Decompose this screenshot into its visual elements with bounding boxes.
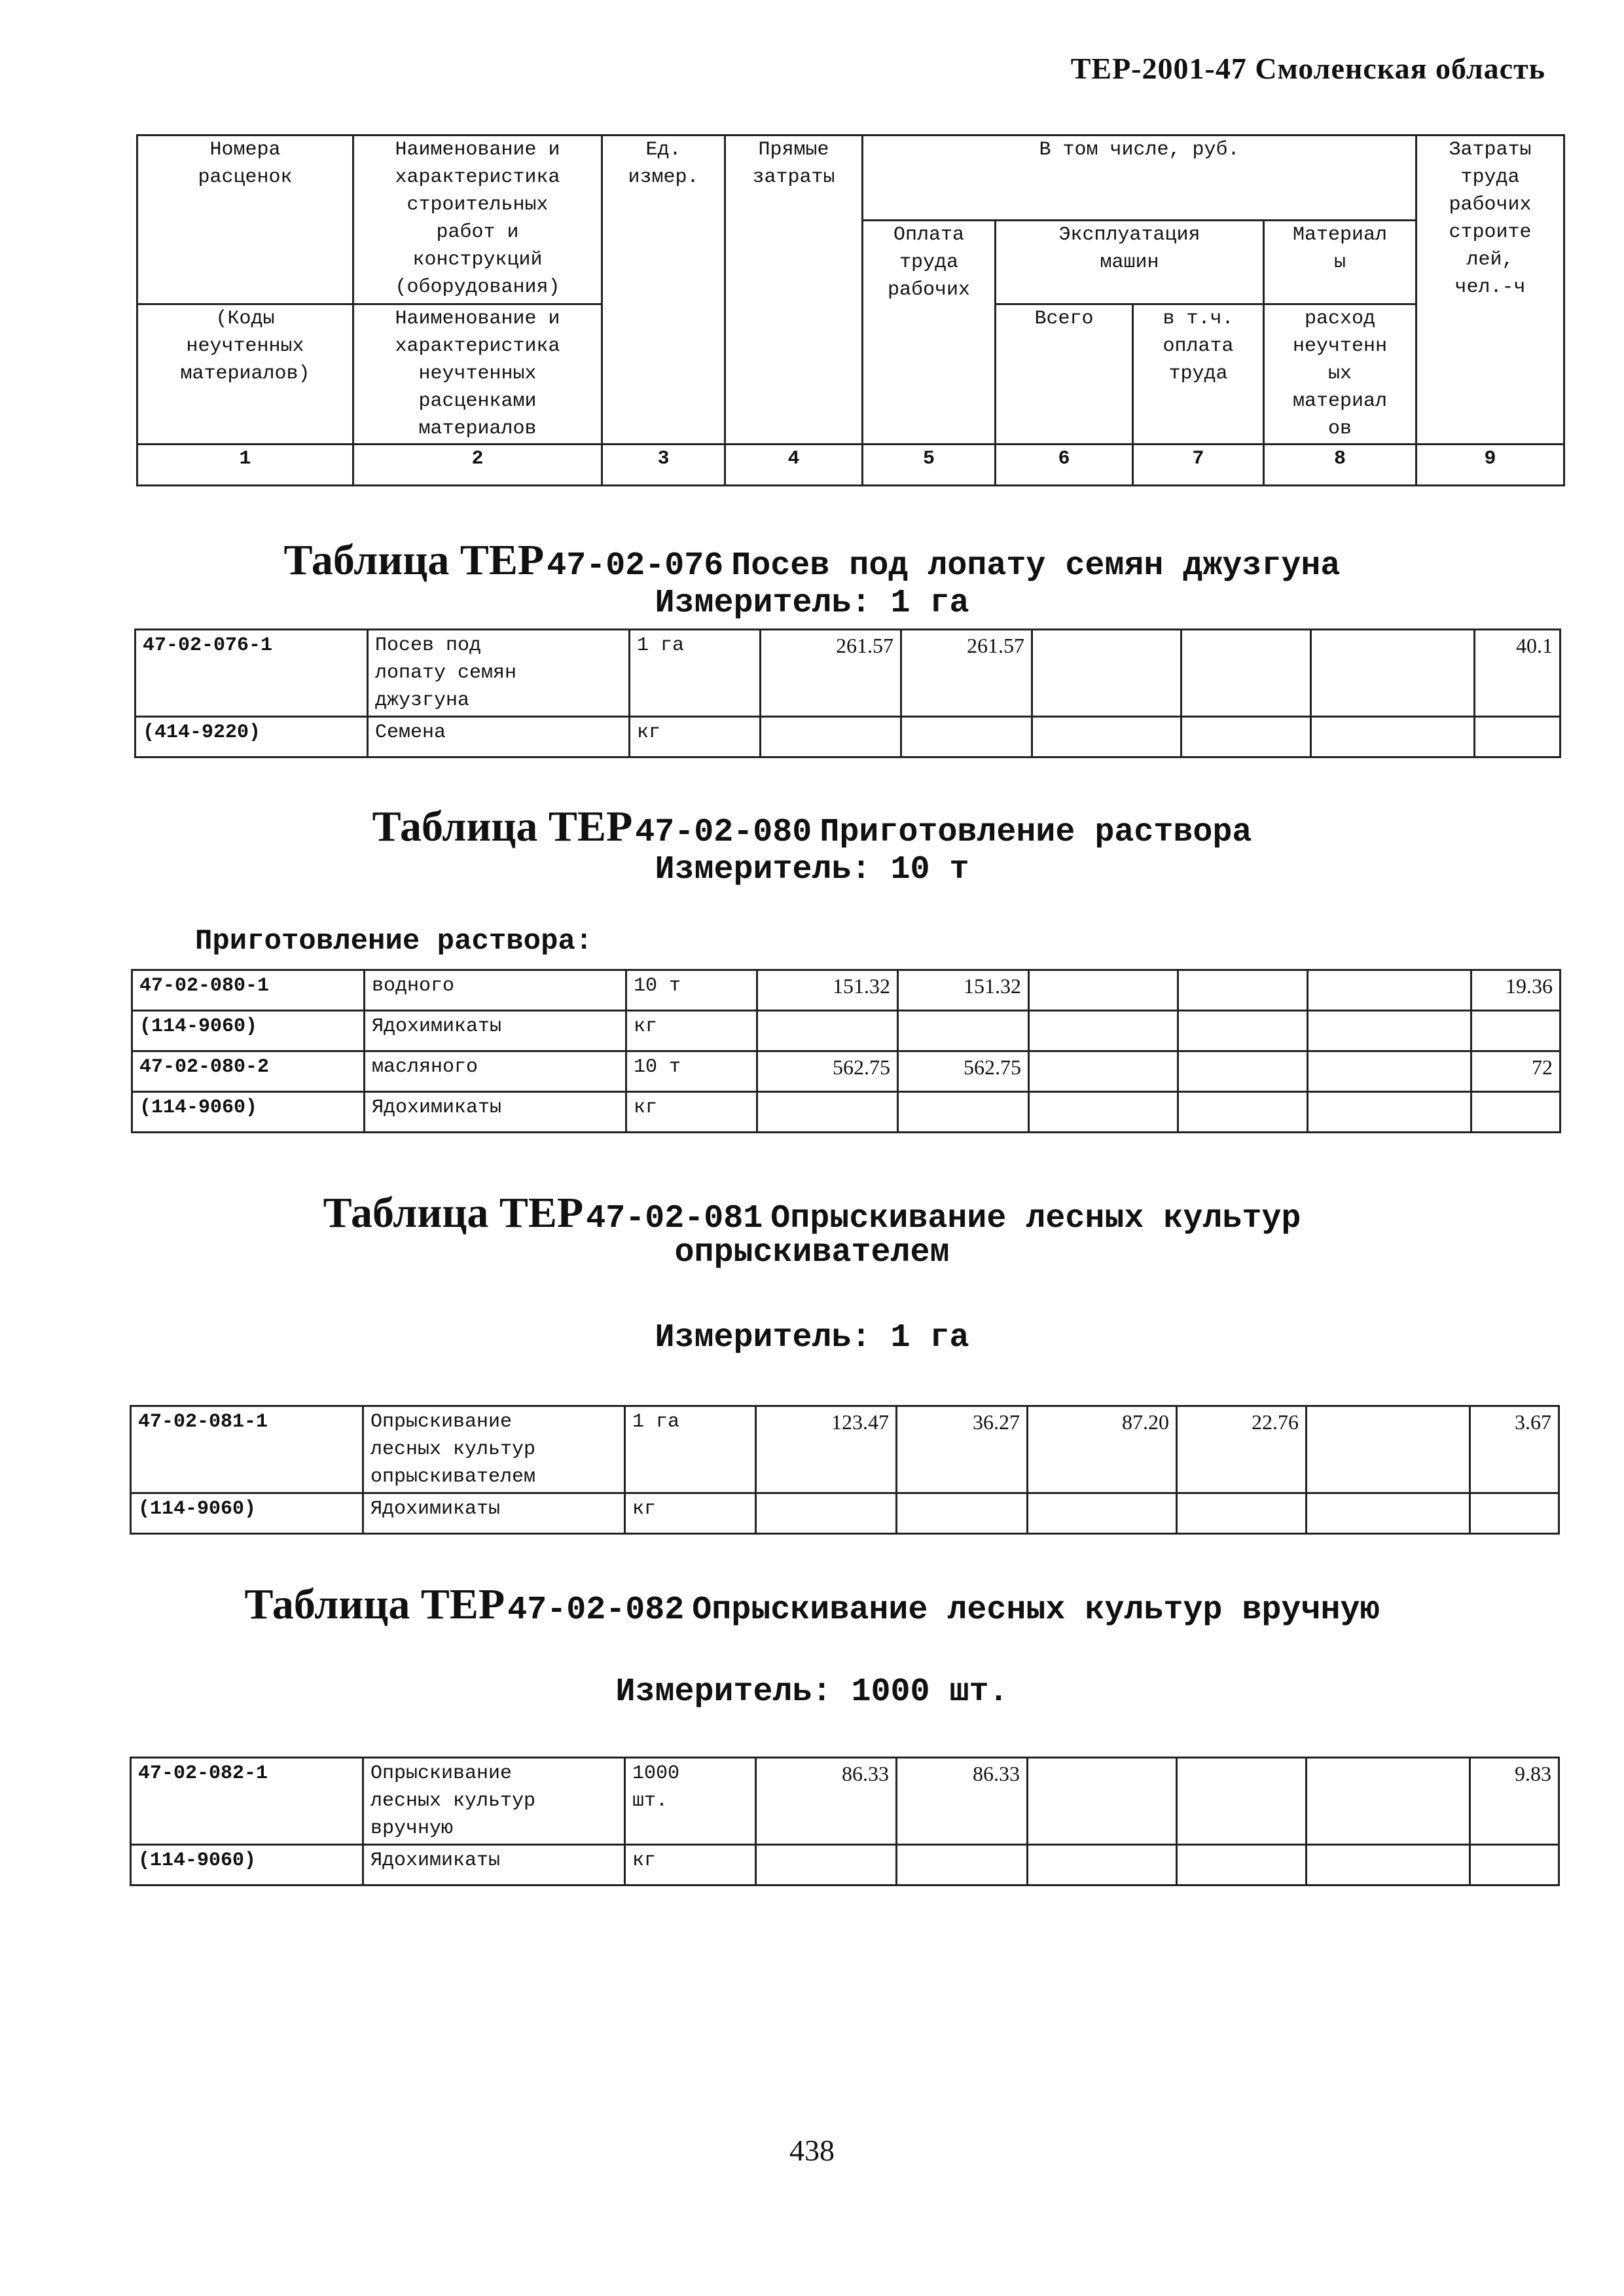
machines-total xyxy=(1029,1092,1178,1133)
header-line: (Коды xyxy=(215,308,275,330)
header-line: измер. xyxy=(628,166,699,189)
rate-unit-line: 1 га xyxy=(632,1411,680,1433)
rate-name xyxy=(365,970,626,1011)
machines-total xyxy=(1032,717,1182,757)
table-row xyxy=(132,970,1561,1011)
header-line: труда xyxy=(899,251,958,274)
header-line: работ и xyxy=(436,221,519,244)
machines-labor-pay xyxy=(1177,1758,1307,1845)
materials xyxy=(1308,1051,1471,1092)
machines-total xyxy=(1029,1011,1178,1051)
header-line: ых xyxy=(1327,363,1352,385)
rate-name-line: Ядохимикаты xyxy=(370,1850,501,1872)
header-line: лей, xyxy=(1466,249,1514,271)
header-line: оплата xyxy=(1163,335,1234,357)
column-number: 1 xyxy=(137,445,353,486)
labor-pay: 562.75 xyxy=(898,1051,1029,1092)
col-labor-pay xyxy=(863,221,996,445)
materials xyxy=(1307,1845,1470,1886)
header-line: Прямые xyxy=(758,139,829,161)
rate-name-line: лесных культур xyxy=(370,1790,536,1812)
rate-unit xyxy=(626,1092,757,1133)
rate-code: 47-02-080-1 xyxy=(132,970,365,1011)
labor-pay xyxy=(898,1011,1029,1051)
direct-costs xyxy=(757,1092,898,1133)
header-line: конструкций xyxy=(412,249,543,271)
page-number: 438 xyxy=(789,2134,835,2167)
header-line: неучтенных xyxy=(186,335,304,357)
direct-costs: 261.57 xyxy=(761,630,901,717)
rate-unit xyxy=(625,1758,756,1845)
materials xyxy=(1308,1092,1471,1133)
header-line: Номера xyxy=(209,139,281,161)
labor-pay: 36.27 xyxy=(897,1406,1028,1493)
labor-pay xyxy=(898,1092,1029,1133)
rate-name-line: лесных культур xyxy=(370,1438,536,1461)
labor-hours xyxy=(1471,1011,1561,1051)
header-line: Наименование и xyxy=(395,308,560,330)
rate-code: (114-9060) xyxy=(132,1011,365,1051)
labor-pay: 261.57 xyxy=(901,630,1032,717)
table-title: Таблица ТЕР 47-02-081 Опрыскивание лесных культур xyxy=(323,1189,1301,1237)
rate-name-line: джузгуна xyxy=(375,689,470,712)
rate-name-line: Ядохимикаты xyxy=(372,1015,502,1038)
col-material-codes xyxy=(137,304,353,445)
table-row xyxy=(132,1011,1561,1051)
table-row xyxy=(132,1051,1561,1092)
rate-name-line: Ядохимикаты xyxy=(370,1498,501,1520)
header-line: Эксплуатация xyxy=(1058,224,1200,246)
rate-name xyxy=(363,1845,625,1886)
labor-pay: 151.32 xyxy=(898,970,1029,1011)
col-materials xyxy=(1264,221,1416,304)
table-measure: Измеритель: 1000 шт. xyxy=(615,1673,1009,1711)
header-line: Ед. xyxy=(645,139,681,161)
col-labor-hours xyxy=(1416,136,1564,445)
col-machines-total: Всего xyxy=(996,304,1133,445)
rate-unit-line: кг xyxy=(634,1015,658,1038)
column-number: 6 xyxy=(996,445,1133,486)
table-title: Таблица ТЕР 47-02-080 Приготовление раствора xyxy=(372,803,1252,851)
table-row xyxy=(135,717,1561,757)
col-unit xyxy=(602,136,725,445)
column-number: 5 xyxy=(863,445,996,486)
header-line: расход xyxy=(1304,308,1376,330)
rate-unit xyxy=(626,970,757,1011)
rate-code: (114-9060) xyxy=(131,1845,363,1886)
materials xyxy=(1307,1758,1470,1845)
header-line: ы xyxy=(1333,251,1346,274)
materials xyxy=(1307,1406,1470,1493)
machines-labor-pay xyxy=(1177,1845,1307,1886)
labor-pay: 86.33 xyxy=(897,1758,1028,1845)
rate-name-line: водного xyxy=(372,975,455,997)
labor-hours: 40.1 xyxy=(1475,630,1561,717)
header-line: Материал xyxy=(1292,224,1388,246)
header-line: машин xyxy=(1100,251,1159,274)
table-title-continued: опрыскивателем xyxy=(674,1234,950,1271)
header-line: ов xyxy=(1327,418,1352,440)
header-line: труда xyxy=(1460,166,1520,189)
table-row xyxy=(131,1758,1559,1845)
col-direct-costs xyxy=(725,136,863,445)
header-line: строительных xyxy=(406,194,549,216)
header-line: расценок xyxy=(198,166,293,189)
rate-name-line: Опрыскивание xyxy=(370,1411,513,1433)
rate-name-line: Посев под xyxy=(375,634,482,657)
rate-code: (114-9060) xyxy=(131,1493,363,1534)
rate-unit-line: кг xyxy=(637,721,661,744)
direct-costs xyxy=(756,1845,897,1886)
rates-table xyxy=(130,1405,1560,1535)
direct-costs xyxy=(757,1011,898,1051)
machines-total: 87.20 xyxy=(1028,1406,1177,1493)
rate-code: 47-02-080-2 xyxy=(132,1051,365,1092)
header-line: материалов) xyxy=(180,363,310,385)
labor-pay xyxy=(897,1493,1028,1534)
rate-unit-line: шт. xyxy=(632,1790,668,1812)
materials xyxy=(1311,717,1475,757)
machines-labor-pay xyxy=(1178,1011,1308,1051)
direct-costs xyxy=(756,1493,897,1534)
rate-name xyxy=(363,1406,625,1493)
document-header: ТЕР-2001-47 Смоленская область xyxy=(1070,52,1545,85)
labor-hours xyxy=(1470,1493,1559,1534)
labor-hours: 72 xyxy=(1471,1051,1561,1092)
labor-hours: 9.83 xyxy=(1470,1758,1559,1845)
rate-unit-line: 10 т xyxy=(634,1056,681,1078)
rate-name-line: масляного xyxy=(372,1056,478,1078)
header-line: материалов xyxy=(418,418,537,440)
header-line: Оплата xyxy=(893,224,965,246)
rate-name-line: Семена xyxy=(375,721,446,744)
table-measure: Измеритель: 1 га xyxy=(655,585,969,622)
rate-name-line: Опрыскивание xyxy=(370,1762,513,1785)
rate-name xyxy=(365,1011,626,1051)
machines-total xyxy=(1028,1845,1177,1886)
labor-hours: 3.67 xyxy=(1470,1406,1559,1493)
rate-name-line: вручную xyxy=(370,1817,454,1840)
direct-costs: 123.47 xyxy=(756,1406,897,1493)
rate-name-line: Ядохимикаты xyxy=(372,1097,502,1119)
rate-name-line: опрыскивателем xyxy=(370,1466,536,1488)
rates-table xyxy=(134,629,1561,758)
labor-hours xyxy=(1470,1845,1559,1886)
header-line: неучтенн xyxy=(1292,335,1388,357)
column-number: 7 xyxy=(1133,445,1264,486)
header-line: строите xyxy=(1449,221,1532,244)
column-number: 2 xyxy=(353,445,602,486)
rate-code: (414-9220) xyxy=(135,717,368,757)
rate-name xyxy=(368,717,630,757)
rate-name xyxy=(368,630,630,717)
rates-table xyxy=(131,969,1561,1133)
direct-costs: 86.33 xyxy=(756,1758,897,1845)
rate-unit-line: 1000 xyxy=(632,1762,680,1785)
direct-costs xyxy=(761,717,901,757)
rate-unit-line: 10 т xyxy=(634,975,681,997)
rate-unit xyxy=(625,1493,756,1534)
col-machines-labor xyxy=(1133,304,1264,445)
column-numbers-row xyxy=(137,445,1564,486)
header-line: расценками xyxy=(418,390,537,412)
rate-unit xyxy=(626,1051,757,1092)
table-measure: Измеритель: 10 т xyxy=(655,851,969,888)
labor-hours xyxy=(1475,717,1561,757)
header-line: затраты xyxy=(752,166,835,189)
table-row xyxy=(135,630,1561,717)
machines-total xyxy=(1028,1493,1177,1534)
table-measure: Измеритель: 1 га xyxy=(655,1319,969,1357)
rate-unit-line: кг xyxy=(632,1498,657,1520)
rate-code: 47-02-076-1 xyxy=(135,630,368,717)
materials xyxy=(1307,1493,1470,1534)
rate-unit-line: 1 га xyxy=(637,634,685,657)
col-rate-number xyxy=(137,136,353,304)
col-material-consumption xyxy=(1264,304,1416,445)
rate-code: 47-02-082-1 xyxy=(131,1758,363,1845)
materials xyxy=(1308,1011,1471,1051)
machines-total xyxy=(1029,1051,1178,1092)
column-number: 3 xyxy=(602,445,725,486)
rate-unit-line: кг xyxy=(632,1850,657,1872)
table-row xyxy=(132,1092,1561,1133)
rate-unit xyxy=(625,1406,756,1493)
rate-code: (114-9060) xyxy=(132,1092,365,1133)
rate-unit xyxy=(626,1011,757,1051)
labor-hours xyxy=(1471,1092,1561,1133)
header-line: рабочих xyxy=(1449,194,1532,216)
machines-labor-pay xyxy=(1178,970,1308,1011)
rates-table xyxy=(130,1757,1560,1886)
rate-unit-line: кг xyxy=(634,1097,658,1119)
materials xyxy=(1311,630,1475,717)
machines-labor-pay xyxy=(1177,1493,1307,1534)
labor-hours: 19.36 xyxy=(1471,970,1561,1011)
header-line: характеристика xyxy=(395,166,560,189)
column-header-table xyxy=(136,134,1565,486)
table-title: Таблица ТЕР 47-02-076 Посев под лопату семян джузгуна xyxy=(283,536,1341,585)
column-number: 8 xyxy=(1264,445,1416,486)
direct-costs: 562.75 xyxy=(757,1051,898,1092)
header-line: характеристика xyxy=(395,335,560,357)
rate-name xyxy=(363,1758,625,1845)
header-line: (оборудования) xyxy=(395,276,560,299)
machines-total xyxy=(1029,970,1178,1011)
labor-pay xyxy=(897,1845,1028,1886)
rate-name-line: лопату семян xyxy=(375,662,517,684)
col-including: В том числе, руб. xyxy=(863,136,1416,221)
rate-name xyxy=(365,1051,626,1092)
rate-unit xyxy=(630,717,761,757)
labor-pay xyxy=(901,717,1032,757)
header-line: неучтенных xyxy=(418,363,537,385)
col-material-names xyxy=(353,304,602,445)
header-line: в т.ч. xyxy=(1163,308,1234,330)
rate-unit xyxy=(630,630,761,717)
rate-unit xyxy=(625,1845,756,1886)
machines-labor-pay xyxy=(1178,1092,1308,1133)
machines-labor-pay xyxy=(1182,717,1311,757)
column-number: 9 xyxy=(1416,445,1564,486)
machines-total xyxy=(1028,1758,1177,1845)
table-sublabel: Приготовление раствора: xyxy=(195,925,593,958)
table-row xyxy=(131,1845,1559,1886)
table-row xyxy=(131,1406,1559,1493)
header-line: труда xyxy=(1168,363,1228,385)
machines-labor-pay xyxy=(1182,630,1311,717)
materials xyxy=(1308,970,1471,1011)
header-line: рабочих xyxy=(887,279,971,301)
header-line: чел.-ч xyxy=(1454,276,1526,299)
machines-labor-pay: 22.76 xyxy=(1177,1406,1307,1493)
table-title: Таблица ТЕР 47-02-082 Опрыскивание лесных культур вручную xyxy=(244,1580,1380,1629)
machines-total xyxy=(1032,630,1182,717)
column-number: 4 xyxy=(725,445,863,486)
rate-name xyxy=(363,1493,625,1534)
rate-name xyxy=(365,1092,626,1133)
col-work-name xyxy=(353,136,602,304)
col-machines xyxy=(996,221,1264,304)
direct-costs: 151.32 xyxy=(757,970,898,1011)
header-line: Наименование и xyxy=(395,139,560,161)
machines-labor-pay xyxy=(1178,1051,1308,1092)
rate-code: 47-02-081-1 xyxy=(131,1406,363,1493)
table-row xyxy=(131,1493,1559,1534)
header-line: Затраты xyxy=(1449,139,1532,161)
header-line: материал xyxy=(1292,390,1388,412)
